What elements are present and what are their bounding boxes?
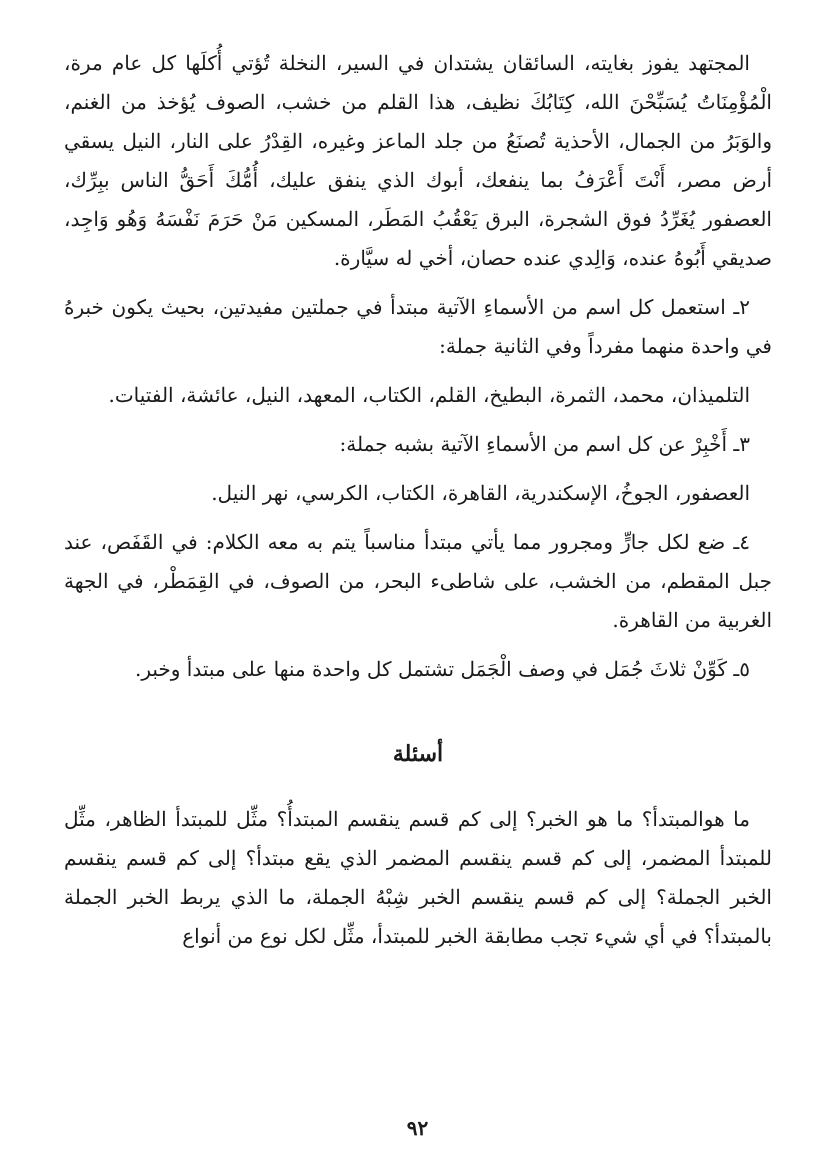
exercise-3-words: العصفور، الجوخُ، الإسكندرية، القاهرة، الكتاب، الكرسي، نهر النيل.: [211, 481, 750, 505]
page-number: ٩٢: [406, 1116, 429, 1140]
exercise-5-text: ٥ـ كَوِّنْ ثلاثَ جُمَل في وصف الْجَمَل تشتمل كل واحدة منها على مبتدأ وخبر.: [135, 657, 750, 681]
intro-exercise-text: المجتهد يفوز بغايته، السائقان يشتدان في السير، النخلة تُؤتي أُكلَها كل عام مرة، الْمُؤْمِنَاتُ يُسَبِّحْنَ الله، كِتَابُكَ نظيف، هذا القلم من خشب، الصوف يُؤخذ من الغنم، والوَبَرُ من الجمال، الأحذية تُصنَعُ من جلد الماعز وغيره، القِدْرُ على النار، النيل يسقي أرض مصر، أَنْتَ أَعْرَفُ بما ينفعك، أبوك الذي ينفق عليك، أُمُّكَ أَحَقُّ الناس ببِرِّك، العصفور يُغَرِّدُ فوق الشجرة، البرق يَعْقُبُ المَطَر، المسكين مَنْ حَرَمَ نَفْسَهُ وَهُو وَاجِد، صديقي أَبُوهُ عنده، وَالِدي عنده حصان، أخي له سيَّارة.: [64, 51, 772, 270]
exercise-3-instruction: ٣ـ أَخْبِرْ عن كل اسم من الأسماءِ الآتية بشبه جملة:: [339, 432, 750, 456]
exercise-2-words: التلميذان، محمد، الثمرة، البطيخ، القلم، الكتاب، المعهد، النيل، عائشة، الفتيات.: [108, 383, 750, 407]
questions-heading: أسئلة: [392, 741, 444, 767]
questions-text: ما هوالمبتدأ؟ ما هو الخبر؟ إلى كم قسم ينقسم المبتدأُ؟ مثِّل للمبتدأ الظاهر، مثِّل للمبتدأ المضمر، إلى كم قسم ينقسم المضمر الذي يقع مبتدأ؟ إلى كم قسم ينقسم الخبر الجملة؟ إلى كم قسم ينقسم الخبر شِبْهُ الجملة، ما الذي يربط الخبر الجملة بالمبتدأ؟ في أي شيء تجب مطابقة الخبر للمبتدأ، مثِّل لكل نوع من أنواع: [64, 807, 772, 948]
page-content: [64, 44, 772, 956]
exercise-2-instruction: ٢ـ استعمل كل اسم من الأسماءِ الآتية مبتدأ في جملتين مفيدتين، بحيث يكون خبرهُ في واحدة منهما مفرداً وفي الثانية جملة:: [64, 295, 772, 358]
exercise-4-text: ٤ـ ضع لكل جارٍّ ومجرور مما يأتي مبتدأ مناسباً يتم به معه الكلام: في القَفَص، عند جبل المقطم، من الخشب، على شاطىء البحر، من الصوف، في القِمَطْر، في الجهة الغربية من القاهرة.: [64, 530, 772, 632]
